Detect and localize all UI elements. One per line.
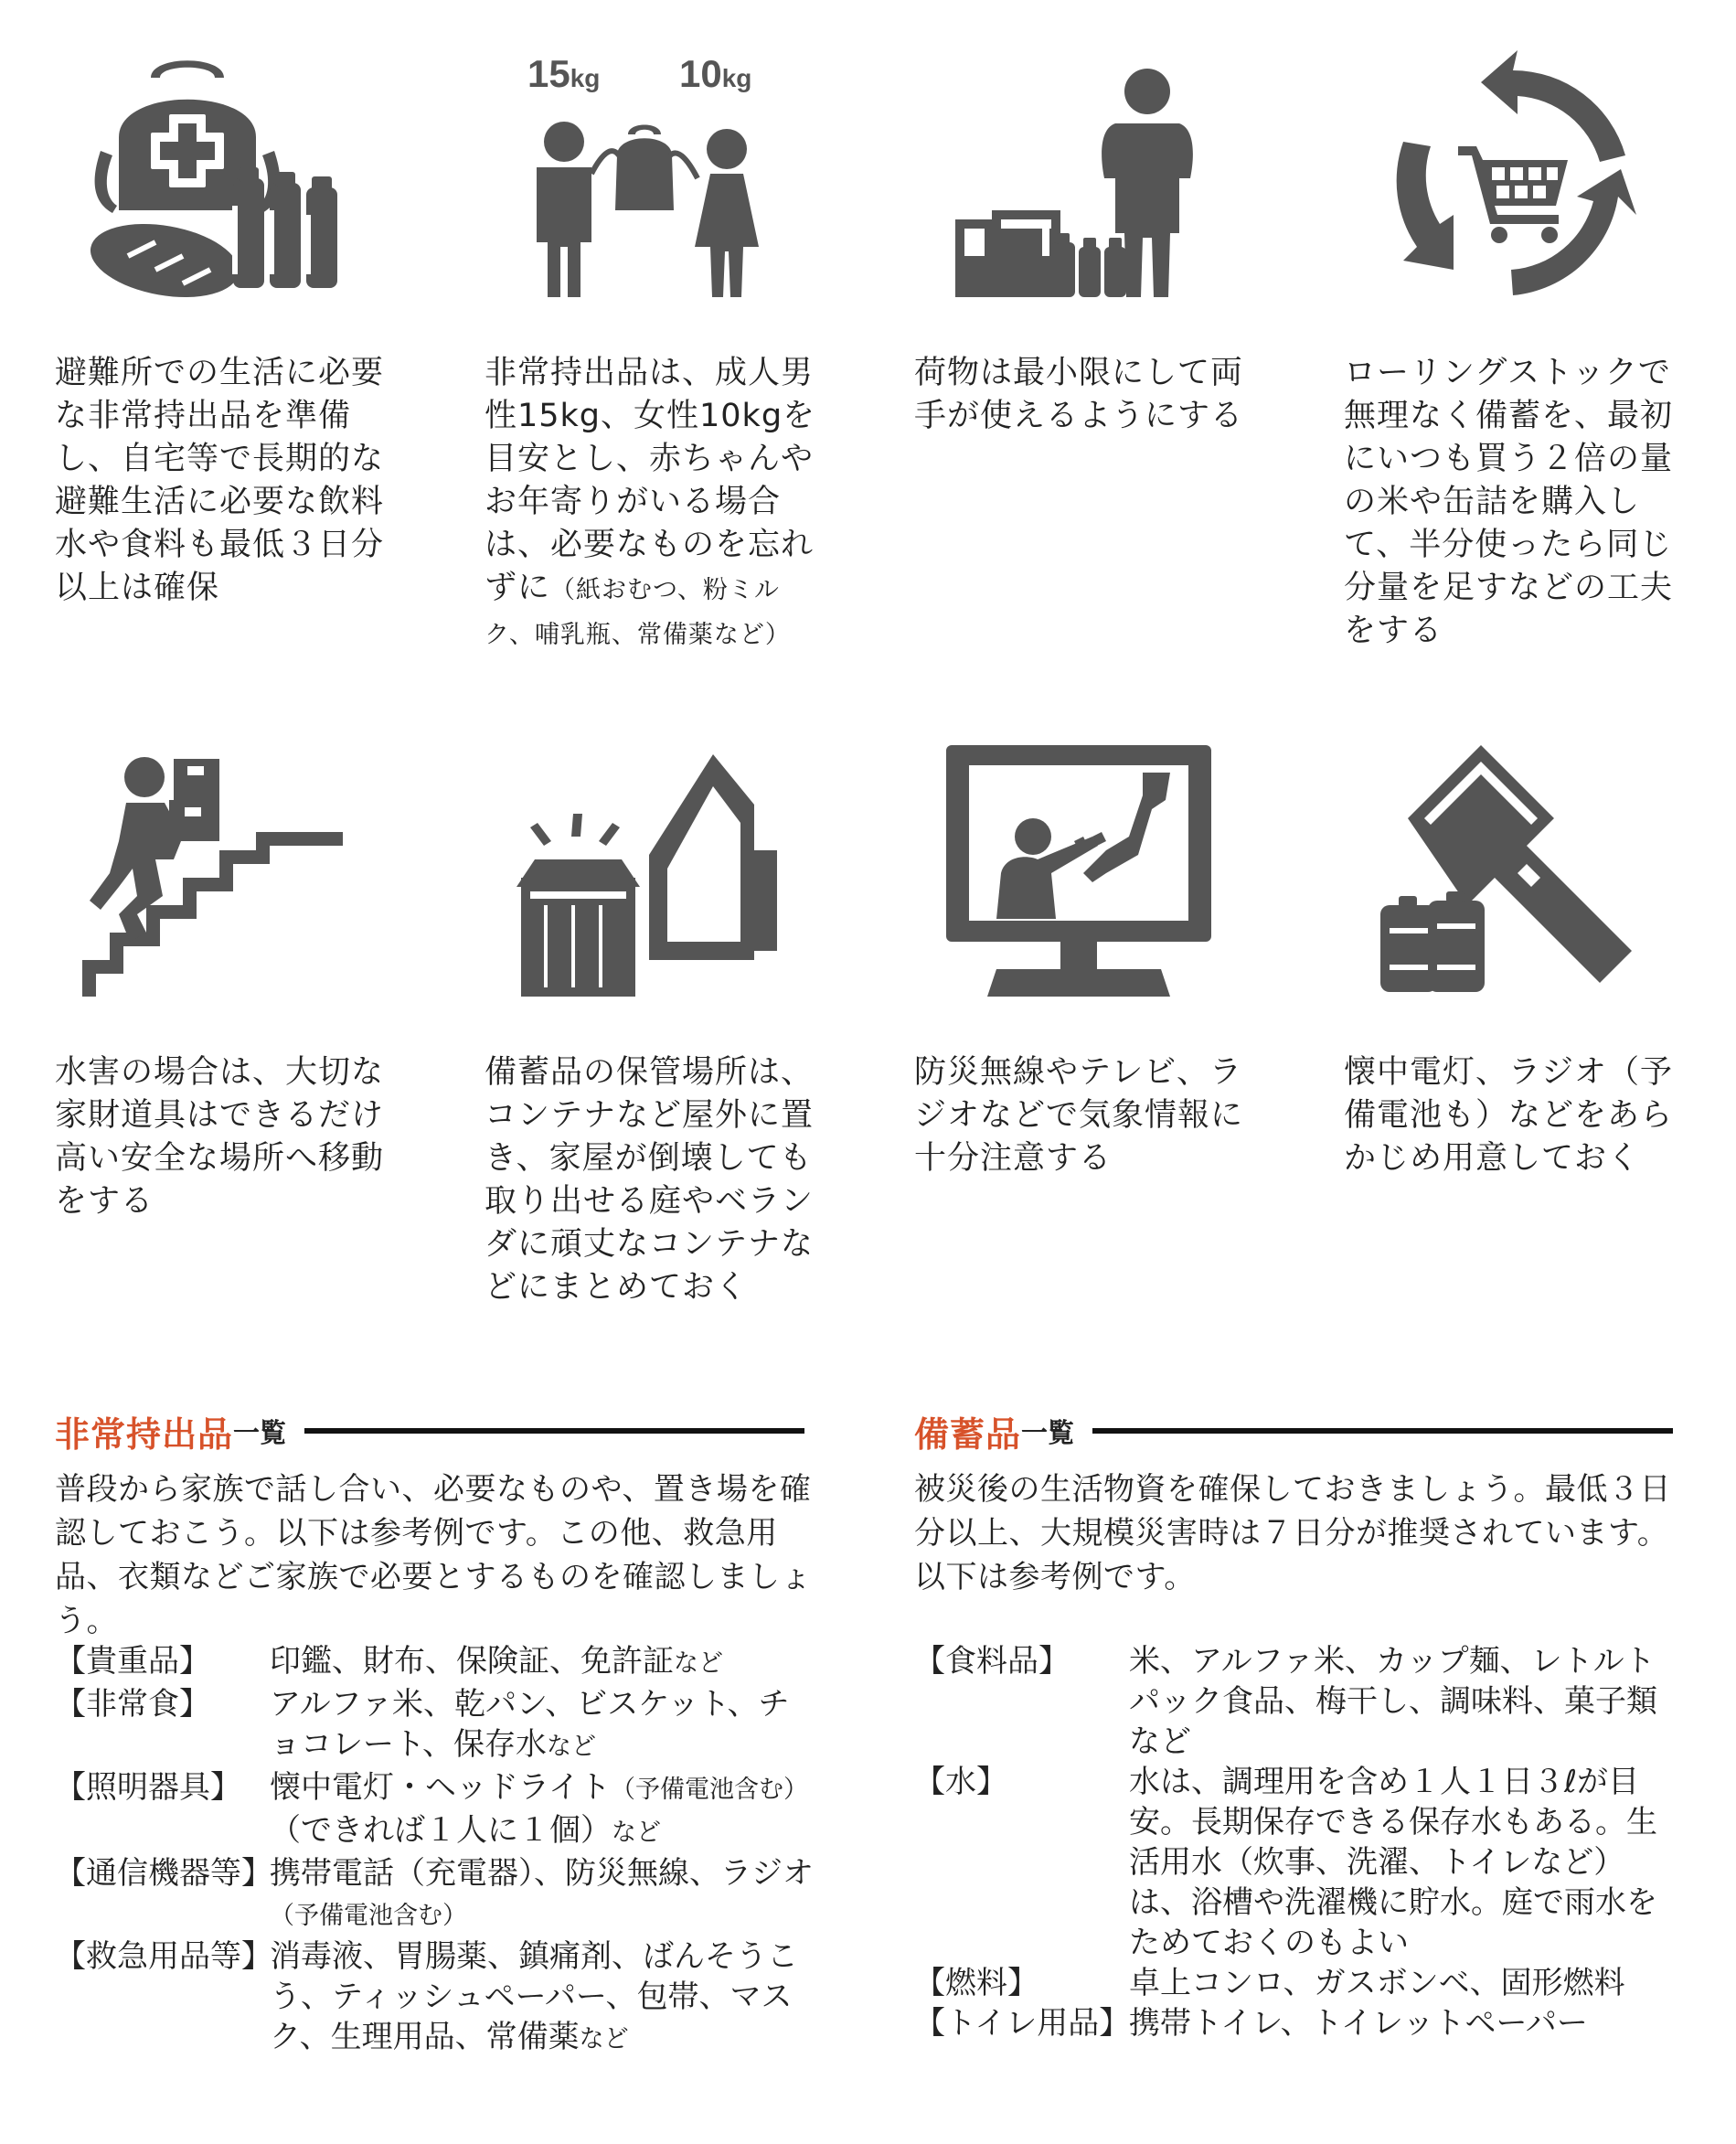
- item-value-note: など: [579, 2025, 629, 2053]
- tip-2-note: （紙おむつ、粉ミルク、哺乳瓶、常備薬など）: [485, 576, 791, 649]
- emergency-items-list: [55, 1641, 814, 2060]
- emergency-intro: 普段から家族で話し合い、必要なものや、置き場を確認しておこう。以下は参考例です。この他、救急用品、衣類などご家族で必要とするものを確認しましょう。: [55, 1471, 812, 1639]
- tip-8-text: 懐中電灯、ラジオ（予備電池も）などをあらかじめ用意しておく: [1344, 1054, 1674, 1177]
- item-value: [270, 1684, 814, 1767]
- item-value-text: 携帯電話（充電器）、防災無線、ラジオ: [270, 1855, 814, 1892]
- item-value-text: 印鑑、財布、保険証、免許証: [270, 1643, 674, 1680]
- list-item: [914, 1641, 1673, 1762]
- list-item: [55, 1641, 814, 1684]
- item-value: [270, 1641, 814, 1684]
- tip-2-text: [485, 352, 827, 656]
- section-divider: [304, 1428, 804, 1434]
- item-value-text: 消毒液、胃腸薬、鎮痛剤、ばんそうこう、ティッシュペーパー、包帯、マスク、生理用品、常備薬: [270, 1938, 798, 2055]
- outdoor-storage-icon: [517, 750, 782, 997]
- emergency-list-heading: [55, 1403, 804, 1458]
- stock-list-heading: [914, 1403, 1673, 1458]
- tip-1-text: 避難所での生活に必要な非常持出品を準備し、自宅等で長期的な避難生活に必要な飲料水や食料も最低３日分以上は確保: [55, 355, 385, 606]
- tip-6-text: 備蓄品の保管場所は、コンテナなど屋外に置き、家屋が倒壊しても取り出せる庭やベランダに頑丈なコンテナなどにまとめておく: [485, 1054, 815, 1306]
- stock-list-title: 備蓄品: [914, 1413, 1022, 1455]
- emergency-list-title-suffix: 一覧: [233, 1416, 287, 1448]
- item-value-text: 懐中電灯・ヘッドライト: [270, 1769, 611, 1806]
- tip-3-text: 荷物は最小限にして両手が使えるようにする: [914, 355, 1244, 434]
- weather-tv-icon: [946, 745, 1211, 1001]
- item-value: [270, 1936, 814, 2060]
- svg-text:15kg: 15kg: [527, 52, 601, 95]
- item-value: 卓上コンロ、ガスボンベ、固形燃料: [1129, 1965, 1625, 2001]
- item-value: [270, 1853, 814, 1936]
- list-item: [55, 1684, 814, 1767]
- tip-7-text: 防災無線やテレビ、ラジオなどで気象情報に十分注意する: [914, 1054, 1244, 1177]
- person-with-supplies-icon: [951, 50, 1216, 306]
- list-item: [55, 1767, 814, 1853]
- tip-5-text: 水害の場合は、大切な家財道具はできるだけ高い安全な場所へ移動をする: [55, 1054, 385, 1220]
- item-value-note: など: [546, 1733, 596, 1761]
- tip-4-text: ローリングストックで無理なく備蓄を、最初にいつも買う２倍の量の米や缶詰を購入して、半分使ったら同じ分量を足すなどの工夫をする: [1344, 355, 1674, 649]
- item-label: 【救急用品等】: [55, 1938, 272, 1975]
- item-label: 【水】: [914, 1764, 1007, 1800]
- stock-items-list: [914, 1641, 1673, 2043]
- item-value-note: など: [674, 1649, 723, 1678]
- item-value-note: （予備電池含む）: [610, 1776, 808, 1804]
- list-item: [55, 1853, 814, 1936]
- item-label: 【食料品】: [914, 1643, 1070, 1680]
- item-value: 携帯トイレ、トイレットペーパー: [1129, 2005, 1588, 2042]
- stock-intro: 被災後の生活物資を確保しておきましょう。最低３日分以上、大規模災害時は７日分が推奨されています。以下は参考例です。: [914, 1471, 1671, 1595]
- carry-weight-icon: [517, 50, 782, 306]
- item-value: [270, 1767, 814, 1853]
- item-value-note: （予備電池含む）: [270, 1902, 467, 1930]
- list-item: [914, 2003, 1673, 2043]
- item-value: 米、アルファ米、カップ麺、レトルトパック食品、梅干し、調味料、菓子類など: [1129, 1643, 1657, 1760]
- item-value-note-2: など: [612, 1819, 661, 1847]
- item-label: 【照明器具】: [55, 1769, 241, 1806]
- item-value: 水は、調理用を含め１人１日３ℓが目安。長期保存できる保存水もある。生活用水（炊事、洗濯、トイレなど）は、浴槽や洗濯機に貯水。庭で雨水をためておくのもよい: [1129, 1764, 1657, 1961]
- section-divider: [1092, 1428, 1673, 1434]
- item-label: 【貴重品】: [55, 1643, 210, 1680]
- item-label: 【燃料】: [914, 1965, 1038, 2001]
- item-label: 【非常食】: [55, 1686, 210, 1723]
- item-label: 【トイレ用品】: [914, 2005, 1131, 2042]
- item-value-text-2: （できれば１人に１個）: [270, 1812, 612, 1849]
- list-item: [914, 1963, 1673, 2003]
- item-value-text: アルファ米、乾パン、ビスケット、チョコレート、保存水: [270, 1686, 790, 1763]
- svg-text:10kg: 10kg: [679, 52, 752, 95]
- flashlight-batteries-icon: [1371, 745, 1641, 1001]
- carry-upstairs-icon: [82, 750, 347, 997]
- item-label: 【通信機器等】: [55, 1855, 272, 1892]
- list-item: [914, 1762, 1673, 1963]
- stock-list-title-suffix: 一覧: [1021, 1416, 1075, 1448]
- list-item: [55, 1936, 814, 2060]
- emergency-list-title: 非常持出品: [55, 1413, 234, 1455]
- emergency-backpack-icon: [87, 50, 352, 306]
- rolling-stock-cart-icon: [1380, 50, 1645, 306]
- tip-2-main: 非常持出品は、成人男性15kg、女性10kgを目安とし、赤ちゃんやお年寄りがいる場合は、必要なものを忘れずに: [485, 355, 816, 606]
